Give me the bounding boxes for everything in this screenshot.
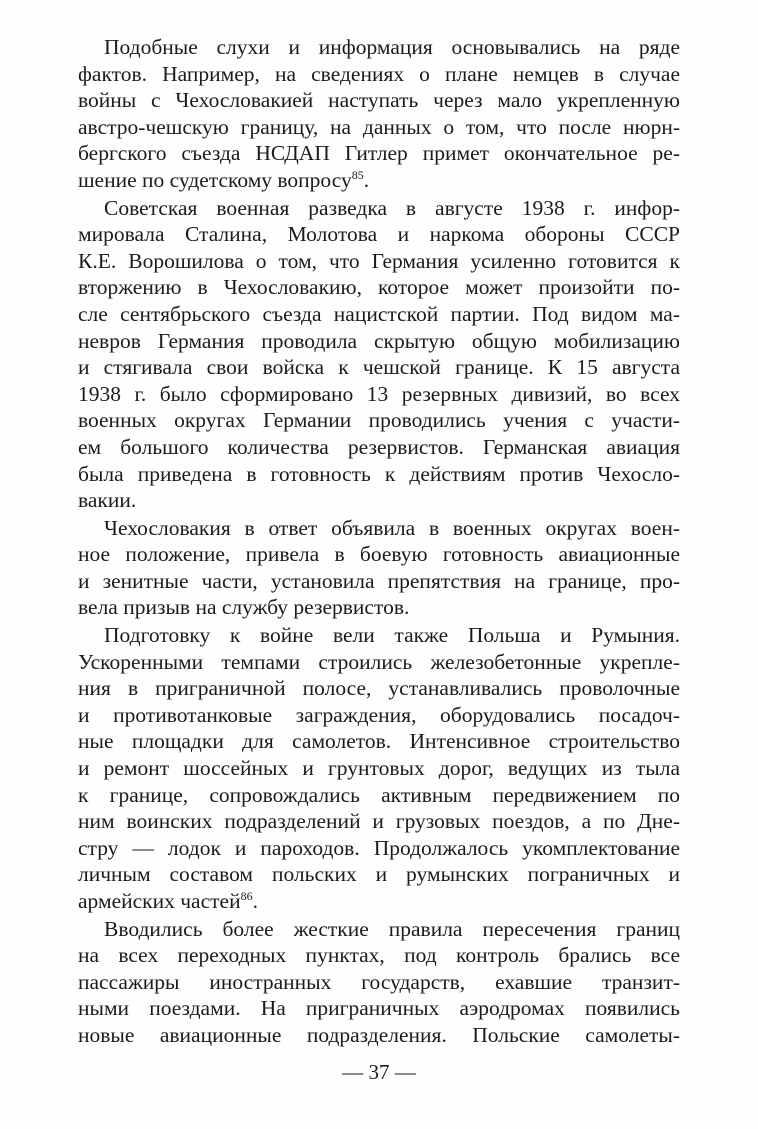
- text-line: и зенитные части, установила препятствия на границе, про-: [78, 568, 680, 593]
- text-line: на всех переходных пунктах, под контроль брались все: [78, 943, 680, 968]
- page-number: — 37 —: [342, 1060, 416, 1084]
- text-line: войны с Чехословакией наступать через мало укрепленную: [78, 88, 680, 113]
- paragraph-3: [78, 515, 680, 621]
- text-line: армейских частей$^{86}$.: [78, 888, 258, 913]
- text-line: была приведена в готовность к действиям против Чехосло-: [78, 461, 680, 486]
- text-line: пассажиры иностранных государств, ехавшие транзит-: [78, 969, 680, 994]
- text-line: Чехословакия в ответ объявила в военных округах воен-: [104, 515, 680, 540]
- text-line-content: шение по судетскому вопросу: [78, 167, 352, 192]
- text-line: Подготовку к войне вели также Польша и Румыния.: [104, 623, 680, 648]
- page-body: [78, 34, 680, 1050]
- text-line: мировала Сталина, Молотова и наркома обороны СССР: [78, 222, 680, 247]
- text-line: вела призыв на службу резервистов.: [78, 595, 410, 620]
- text-line: и стягивала свои войска к чешской границе. К 15 августа: [78, 355, 680, 380]
- text-line: 1938 г. было сформировано 13 резервных дивизий, во всех: [78, 381, 680, 406]
- text-line: ные площадки для самолетов. Интенсивное строительство: [78, 729, 680, 754]
- text-line: Подобные слухи и информация основывались на ряде: [104, 35, 680, 59]
- text-line: личным составом польских и румынских пограничных и: [78, 862, 680, 887]
- text-line: невров Германия проводила скрытую общую мобилизацию: [78, 328, 680, 353]
- text-line: Советская военная разведка в августе 1938 г. инфор-: [104, 195, 680, 220]
- text-line: ем большого количества резервистов. Германская авиация: [78, 434, 680, 459]
- text-line: бергского съезда НСДАП Гитлер примет окончательное ре-: [78, 141, 680, 166]
- text-line: вторжению в Чехословакию, которое может произойти по-: [78, 275, 680, 300]
- text-line: ное положение, привела в боевую готовность авиационные: [78, 542, 680, 567]
- text-line: и противотанковые заграждения, оборудовались посадоч-: [78, 702, 680, 727]
- footnote-ref: 85: [351, 167, 364, 182]
- text-line: К.Е. Ворошилова о том, что Германия усиленно готовится к: [78, 248, 680, 273]
- text-line: ными поездами. На приграничных аэродромах появились: [78, 996, 680, 1021]
- text-line: стру — лодок и пароходов. Продолжалось укомплектование: [78, 835, 680, 860]
- text-line: Ускоренными темпами строились железобетонные укрепле-: [78, 649, 680, 674]
- text-line: сле сентябрьского съезда нацистской партии. Под видом ма-: [78, 301, 680, 326]
- text-line: австро-чешскую границу, на данных о том, что после нюрн-: [78, 114, 680, 139]
- text-line: к границе, сопровождались активным передвижением по: [78, 782, 680, 807]
- text-line: ния в приграничной полосе, устанавливались проволочные: [78, 676, 680, 701]
- text-line-content: армейских частей: [78, 889, 241, 913]
- paragraph-5: [78, 916, 680, 1049]
- paragraph-4: [78, 622, 680, 915]
- text-line: ним воинских подразделений и грузовых поездов, а по Дне-: [78, 809, 680, 834]
- text-line: Вводились более жесткие правила пересечения границ: [104, 916, 680, 941]
- paragraph-2: [78, 195, 680, 514]
- footnote-ref: 86: [240, 888, 253, 903]
- text-line: военных округах Германии проводились учения с участи-: [78, 408, 680, 433]
- text-line: вакии.: [78, 488, 137, 513]
- text-line: шение по судетскому вопросу$^{85}$.: [78, 167, 370, 192]
- text-line: и ремонт шоссейных и грунтовых дорог, ведущих из тыла: [78, 756, 680, 781]
- text-line: фактов. Например, на сведениях о плане немцев в случае: [78, 61, 680, 86]
- paragraph-1: [78, 34, 680, 194]
- text-line: новые авиационные подразделения. Польские самолеты-: [78, 1022, 680, 1047]
